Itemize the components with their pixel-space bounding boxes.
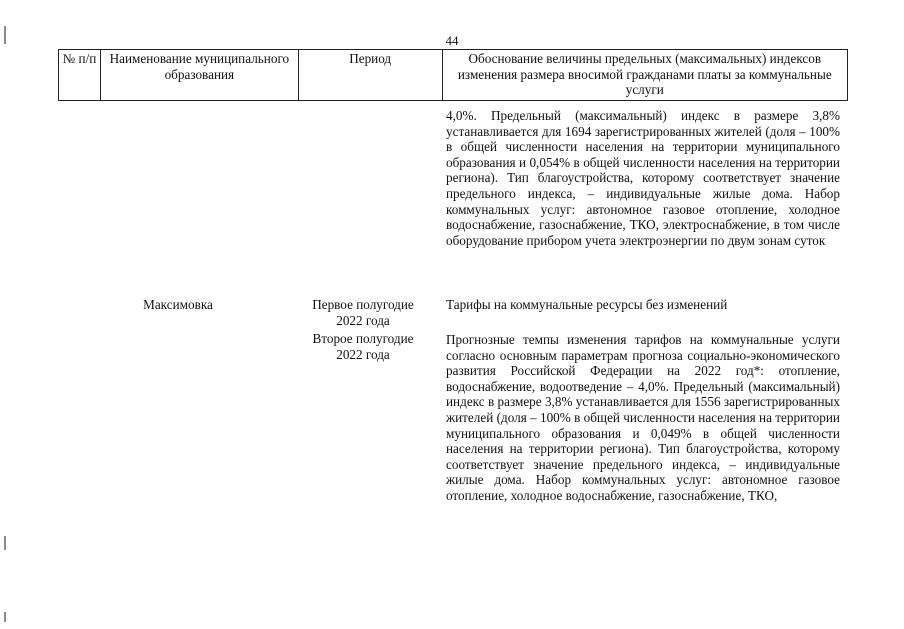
period-second-half: Второе полугодие 2022 года [312, 331, 414, 362]
scan-edge-mark [4, 536, 6, 550]
scan-edge-mark [4, 612, 6, 622]
municipality-name: Максимовка [143, 297, 213, 312]
tariff-table [58, 49, 848, 101]
header-number: № п/п [59, 50, 101, 101]
header-municipality: Наименование муниципального образования [100, 50, 298, 101]
scan-edge-mark [4, 26, 6, 44]
header-period: Период [298, 50, 442, 101]
table-header [59, 50, 848, 101]
period-first-half: Первое полугодие 2022 года [312, 297, 414, 328]
page-number: 44 [445, 33, 459, 48]
tariff-no-change-text: Тарифы на коммунальные ресурсы без изменений [446, 297, 728, 312]
header-justification: Обоснование величины предельных (максимальных) индексов изменения размера вносимой гражданами платы за коммунальные услуги [442, 50, 847, 101]
continuation-text: 4,0%. Предельный (максимальный) индекс в размере 3,8% устанавливается для 1694 зарегистрированных жителей (доля – 100% в общей численности населения на территории муниципального образования и 0,054% в общей численности населения на территории региона). Тип благоустройства, которому соответствует значение предельного индекса, – индивидуальные жилые дома. Набор коммунальных услуг: автономное газовое отопление, холодное водоснабжение, газоснабжение, ТКО, электроснабжение, в том числе оборудование прибором учета электроэнергии по двум зонам суток [446, 108, 840, 248]
forecast-text: Прогнозные темпы изменения тарифов на коммунальные услуги согласно основным параметрам прогноза социально-экономического развития Российской Федерации на 2022 год*: отопление, водоснабжение, водоотведение – 4,0%. Предельный (максимальный) индекс в размере 3,8% устанавливается для 1556 зарегистрированных жителей (доля – 100% в общей численности населения на территории муниципального образования и 0,049% в общей численности населения на территории региона). Тип благоустройства, которому соответствует значение предельного индекса, – индивидуальные жилые дома. Набор коммунальных услуг: автономное газовое отопление, холодное водоснабжение, газоснабжение, ТКО, [446, 332, 840, 503]
